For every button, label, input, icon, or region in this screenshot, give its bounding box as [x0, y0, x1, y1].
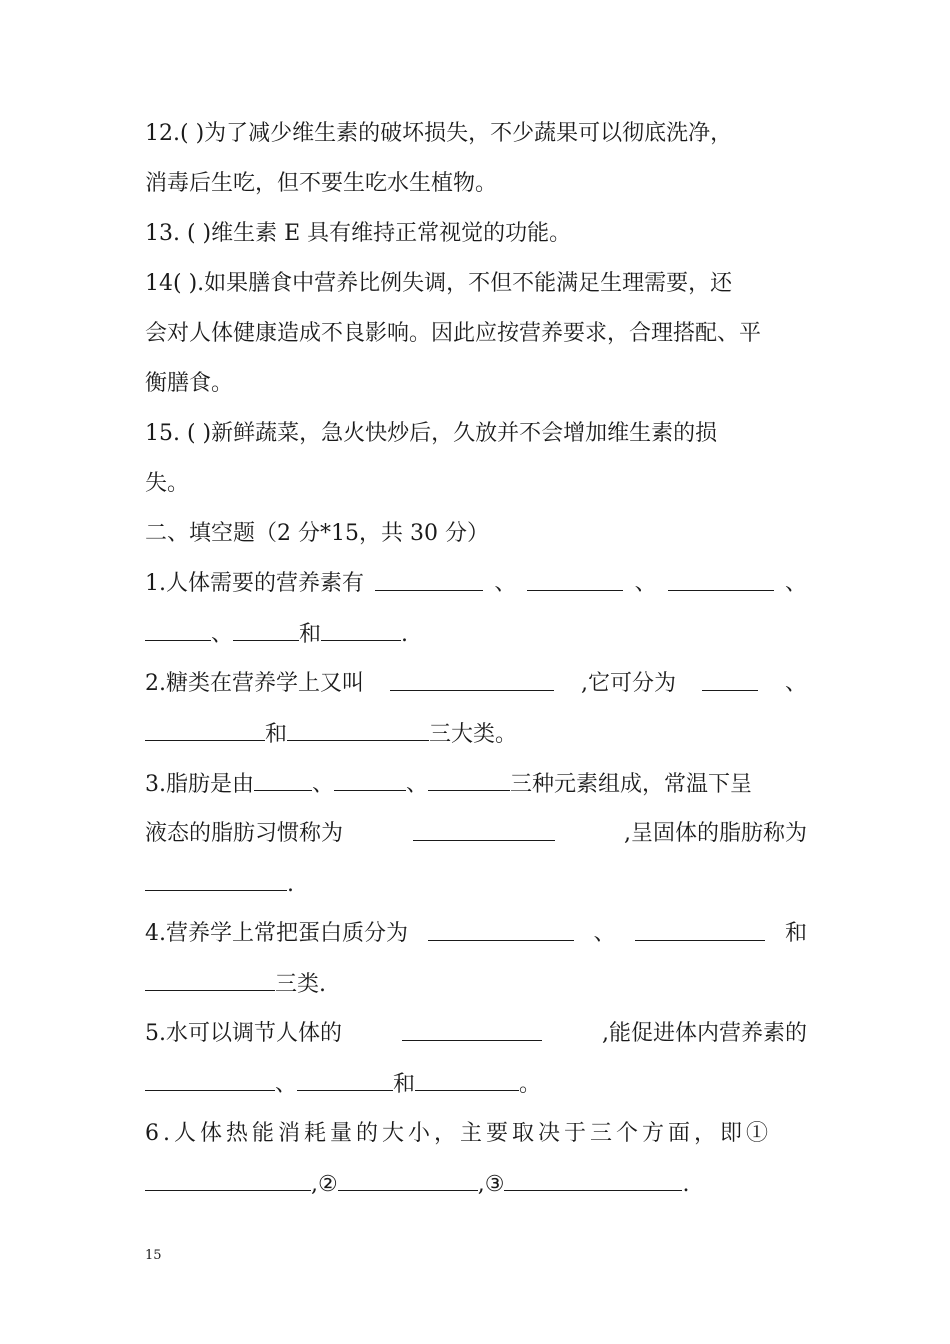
answer-blank[interactable]: [635, 918, 765, 941]
fill-q4-text: 4.营养学上常把蛋白质分为: [145, 921, 408, 946]
fill-q2-mid: ,它可分为: [580, 671, 676, 696]
question-14-line-3: 衡膳食。: [145, 371, 234, 396]
answer-blank[interactable]: [321, 618, 401, 641]
answer-blank[interactable]: [390, 668, 554, 691]
answer-blank[interactable]: [145, 1168, 311, 1191]
fill-question-6-line-2: [145, 1168, 807, 1200]
fill-q4-end: 三类.: [275, 972, 326, 997]
separator: 、: [275, 1072, 298, 1097]
fill-q5-end: ,能促进体内营养素的: [602, 1021, 807, 1046]
fill-question-1-line-2: [145, 618, 807, 650]
separator: 、: [406, 772, 429, 797]
separator: 、: [784, 671, 807, 696]
fill-q1-text: 1.人体需要的营养素有: [145, 571, 364, 596]
fill-question-1-line-1: [145, 568, 807, 600]
answer-blank[interactable]: [668, 568, 774, 591]
fill-q6-circle-3: ,③: [477, 1172, 505, 1197]
fill-question-4-line-2: [145, 968, 807, 1000]
fill-question-3-line-1: [145, 768, 807, 800]
separator: 、: [593, 921, 616, 946]
answer-blank[interactable]: [428, 768, 510, 791]
question-13: 13. ( )维生素 E 具有维持正常视觉的功能。: [145, 221, 572, 246]
separator: 、: [494, 571, 517, 596]
page-number: 15: [145, 1248, 162, 1263]
conjunction: 和: [784, 921, 807, 946]
fill-question-4-line-1: [145, 918, 807, 950]
question-14-line-2: 会对人体健康造成不良影响。因此应按营养要求，合理搭配、平: [145, 321, 762, 346]
question-15-line-2: 失。: [145, 471, 190, 496]
fill-q6-text: 6.人体热能消耗量的大小，主要取决于三个方面，即①: [145, 1121, 772, 1146]
answer-blank[interactable]: [428, 918, 574, 941]
conjunction: 和: [265, 722, 288, 747]
fill-question-3-line-3: [145, 868, 807, 900]
fill-q5-text: 5.水可以调节人体的: [145, 1021, 342, 1046]
fill-q3-line2-text: 液态的脂肪习惯称为: [145, 821, 344, 846]
answer-blank[interactable]: [702, 668, 758, 691]
punctuation: 。: [519, 1072, 542, 1097]
answer-blank[interactable]: [375, 568, 483, 591]
fill-q2-text: 2.糖类在营养学上又叫: [145, 671, 364, 696]
question-12-line-1: [145, 118, 807, 150]
answer-blank[interactable]: [413, 818, 555, 841]
answer-blank[interactable]: [338, 1168, 478, 1191]
answer-blank[interactable]: [145, 1068, 275, 1091]
separator: 、: [784, 571, 807, 596]
answer-blank[interactable]: [145, 868, 287, 891]
answer-blank[interactable]: [334, 768, 406, 791]
fill-question-3-line-2: [145, 818, 807, 850]
fill-question-6-line-1: [145, 1118, 807, 1150]
answer-blank[interactable]: [297, 1068, 393, 1091]
answer-blank[interactable]: [504, 1168, 682, 1191]
punctuation: .: [682, 1172, 690, 1197]
conjunction: 和: [299, 622, 322, 647]
separator: 、: [312, 772, 335, 797]
fill-q6-circle-2: ,②: [311, 1172, 338, 1197]
answer-blank[interactable]: [233, 618, 299, 641]
fill-question-2-line-1: [145, 668, 807, 700]
separator: 、: [634, 571, 657, 596]
question-14-line-1: 14( ).如果膳食中营养比例失调，不但不能满足生理需要，还: [145, 271, 733, 296]
fill-q3-text: 3.脂肪是由: [145, 772, 254, 797]
punctuation: .: [401, 622, 409, 647]
fill-q3-line2-end: ,呈固体的脂肪称为: [623, 821, 807, 846]
answer-blank[interactable]: [402, 1018, 542, 1041]
answer-blank[interactable]: [415, 1068, 519, 1091]
conjunction: 和: [393, 1072, 416, 1097]
fill-question-2-line-2: [145, 718, 807, 750]
answer-blank[interactable]: [145, 618, 211, 641]
question-12-text: 12.( )为了减少维生素的破坏损失，不少蔬果可以彻底洗净，: [145, 121, 733, 146]
answer-blank[interactable]: [145, 968, 275, 991]
section-heading: 二、填空题（2 分*15，共 30 分）: [145, 521, 489, 546]
fill-q2-end: 三大类。: [429, 722, 518, 747]
question-15-line-1: 15. ( )新鲜蔬菜，急火快炒后，久放并不会增加维生素的损: [145, 421, 718, 446]
fill-q3-end: 三种元素组成，常温下呈: [510, 772, 753, 797]
answer-blank[interactable]: [527, 568, 623, 591]
punctuation: .: [287, 872, 294, 897]
question-12-line-2: 消毒后生吃，但不要生吃水生植物。: [145, 171, 498, 196]
separator: 、: [211, 622, 234, 647]
fill-question-5-line-2: [145, 1068, 807, 1100]
answer-blank[interactable]: [145, 718, 265, 741]
fill-question-5-line-1: [145, 1018, 807, 1050]
answer-blank[interactable]: [254, 768, 312, 791]
answer-blank[interactable]: [287, 718, 429, 741]
